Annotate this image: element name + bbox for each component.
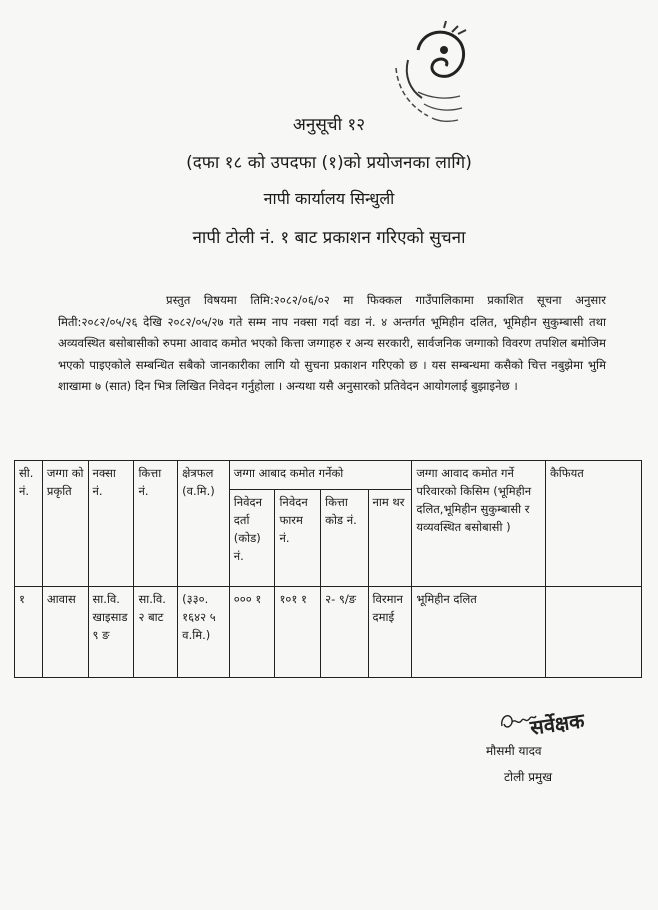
header-remarks: कैफियत (545, 461, 641, 587)
header-family-type: जग्गा आवाद कमोत गर्ने परिवारको किसिम (भूमिहीन दलित,भूमिहीन सुकुम्बासी र यव्यवस्थित बसोबासी ) (412, 461, 546, 587)
cell-area: (३३०. १६४२ ५ व.मि.) (178, 587, 230, 678)
header-land-type: जग्गा को प्रकृति (42, 461, 88, 587)
header-sn: सी. नं. (15, 461, 43, 587)
signatory-name: मौसमी यादव (486, 744, 542, 758)
land-details-table (14, 460, 642, 678)
header-area: क्षेत्रफल (व.मि.) (178, 461, 230, 587)
cell-land-type: आवास (42, 587, 88, 678)
signature-stamp: सर्वेक्षक (528, 708, 586, 740)
cell-name: विरमान दमाई (368, 587, 412, 678)
table-row (15, 587, 642, 678)
header-plot-code: कित्ता कोड नं. (321, 490, 368, 587)
section-reference: (दफा १८ को उपदफा (१)को प्रयोजनका लागि) (186, 153, 472, 173)
cell-remarks (545, 587, 641, 678)
signature-block (470, 706, 640, 806)
cell-map-no: सा.वि. खाइसाड ९ ङ (88, 587, 134, 678)
notice-paragraph: प्रस्तुत विषयमा तिमि:२०८२/०६/०२ मा फिक्कल गाउँपालिकामा प्रकाशित सूचना अनुसार मिती:२०८२/०५/२६ देखि २०८२/०५/२७ गते सम्म नाप नक्सा गर्दा वडा नं. ४ अन्तर्गत भूमिहीन दलित, भूमिहीन सुकुम्बासी तथा अव्यवस्थित बसोबासीको रुपमा आवाद कमोत भएको कित्ता जग्गाहरु र अन्य सरकारी, सार्वजनिक जग्गाको विवरण तपशिल बमोजिम भएको पाइएकोले सम्बन्धित सबैको जानकारीका लागि यो सुचना प्रकाशन गरिएको छ । यस सम्बन्धमा कसैको चित्त नबुझेमा भुमि शाखामा ७ (सात) दिन भित्र लिखित निवेदन गर्नुहोला । अन्यथा यसै अनुसारको प्रतिवेदन आयोगलाई बुझाइनेछ । (58, 293, 606, 393)
cell-family-type: भूमिहीन दलित (412, 587, 546, 678)
notice-body (58, 290, 606, 398)
cell-application-form: १०१ १ (275, 587, 321, 678)
cell-plot-no: सा.वि. २ बाट (134, 587, 178, 678)
header-plot-no: कित्ता नं. (134, 461, 178, 587)
header-application-form: निवेदन फारम नं. (275, 490, 321, 587)
office-name: नापी कार्यालय सिन्धुली (263, 189, 395, 208)
cell-plot-code: २- ९/ङ (321, 587, 368, 678)
schedule-heading: अनुसूची १२ (292, 115, 366, 135)
notice-title: नापी टोली नं. १ बाट प्रकाशन गरिएको सुचना (192, 228, 466, 248)
header-map-no: नक्सा नं. (88, 461, 134, 587)
header-cultivator-group: जग्गा आबाद कमोत गर्नेको (229, 461, 412, 490)
cell-application-reg: ००० १ (229, 587, 275, 678)
header-application-reg: निवेदन दर्ता (कोड) नं. (229, 490, 275, 587)
cell-sn: १ (15, 587, 43, 678)
table-header-row (15, 461, 642, 490)
header-name: नाम थर (368, 490, 412, 587)
signatory-title: टोली प्रमुख (504, 770, 553, 784)
